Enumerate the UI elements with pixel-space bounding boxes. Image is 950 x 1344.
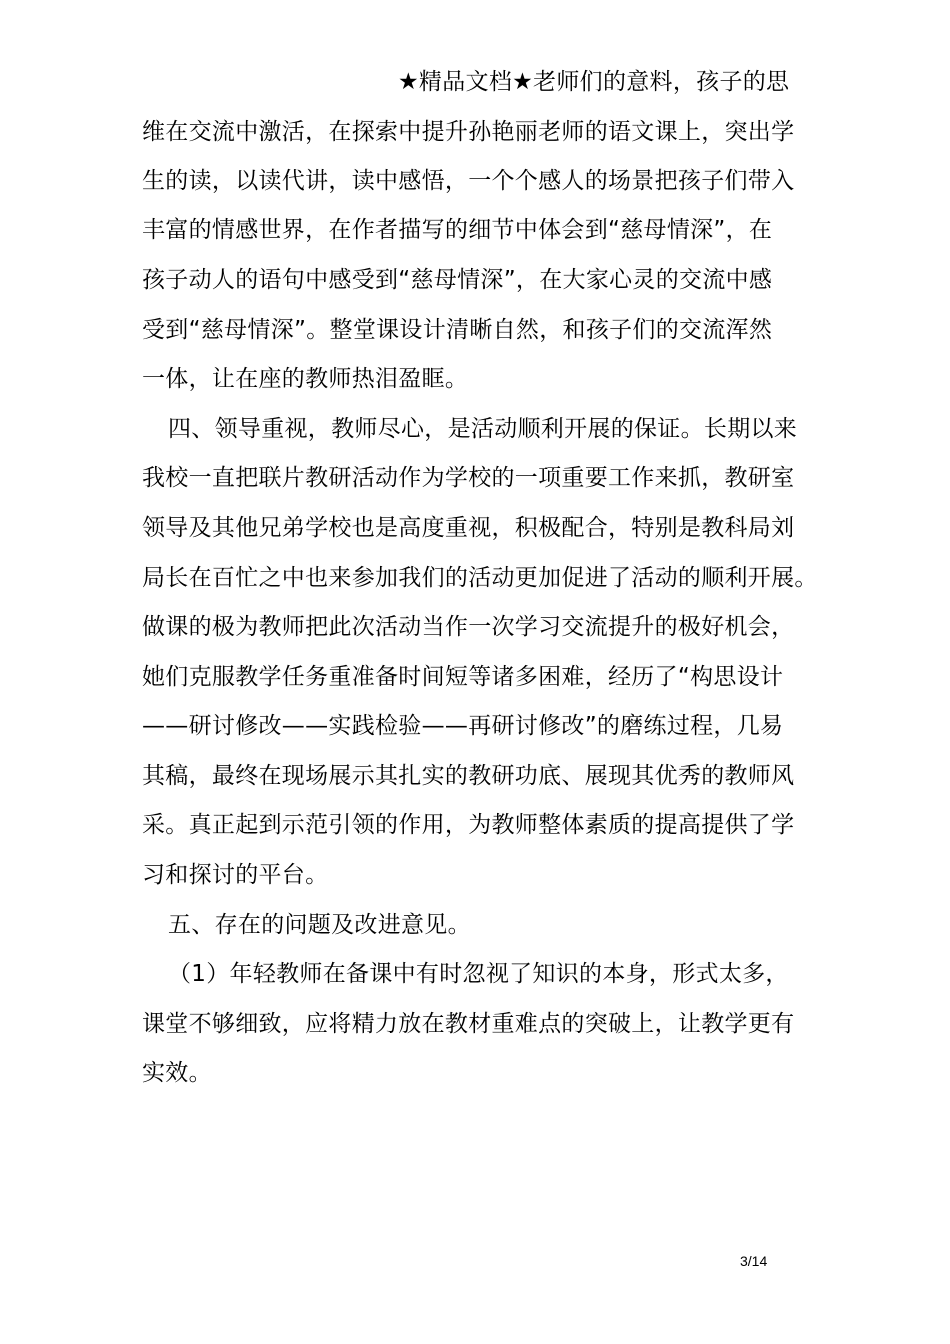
text-line: ——研讨修改——实践检验——再研讨修改”的磨练过程，几易 — [142, 713, 784, 739]
text-line: 一体，让在座的教师热泪盈眶。 — [142, 366, 469, 392]
text-line: 局长在百忙之中也来参加我们的活动更加促进了活动的顺利开展。 — [142, 565, 818, 591]
text-line: 她们克服教学任务重准备时间短等诸多困难，经历了“构思设计 — [142, 664, 784, 690]
text-line: 课堂不够细致，应将精力放在教材重难点的突破上，让教学更有 — [142, 1011, 795, 1037]
page-number: 3/14 — [740, 1253, 768, 1269]
section-heading: 五、存在的问题及改进意见。 — [168, 912, 471, 938]
text-line: 生的读，以读代讲，读中感悟，一个个感人的场景把孩子们带入 — [142, 168, 795, 194]
text-line: （1）年轻教师在备课中有时忽视了知识的本身，形式太多， — [168, 961, 789, 987]
text-line: 习和探讨的平台。 — [142, 862, 329, 888]
text-line: 受到“慈母情深”。整堂课设计清晰自然，和孩子们的交流浑然 — [142, 317, 773, 343]
text-line: 孩子动人的语句中感受到“慈母情深”，在大家心灵的交流中感 — [142, 267, 773, 293]
text-line: 丰富的情感世界，在作者描写的细节中体会到“慈母情深”，在 — [142, 217, 773, 243]
text-line: 领导及其他兄弟学校也是高度重视，积极配合，特别是教科局刘 — [142, 515, 795, 541]
text-line: 采。真正起到示范引领的作用，为教师整体素质的提高提供了学 — [142, 812, 795, 838]
text-line: 其稿，最终在现场展示其扎实的教研功底、展现其优秀的教师风 — [142, 763, 795, 789]
text-line: 实效。 — [142, 1060, 212, 1086]
text-line: ★精品文档★老师们的意料，孩子的思 — [398, 69, 790, 95]
text-line: 我校一直把联片教研活动作为学校的一项重要工作来抓，教研室 — [142, 465, 795, 491]
text-line: 维在交流中激活，在探索中提升孙艳丽老师的语文课上，突出学 — [142, 119, 795, 145]
text-line: 四、领导重视，教师尽心，是活动顺利开展的保证。长期以来 — [168, 416, 798, 442]
text-line: 做课的极为教师把此次活动当作一次学习交流提升的极好机会， — [142, 614, 795, 640]
